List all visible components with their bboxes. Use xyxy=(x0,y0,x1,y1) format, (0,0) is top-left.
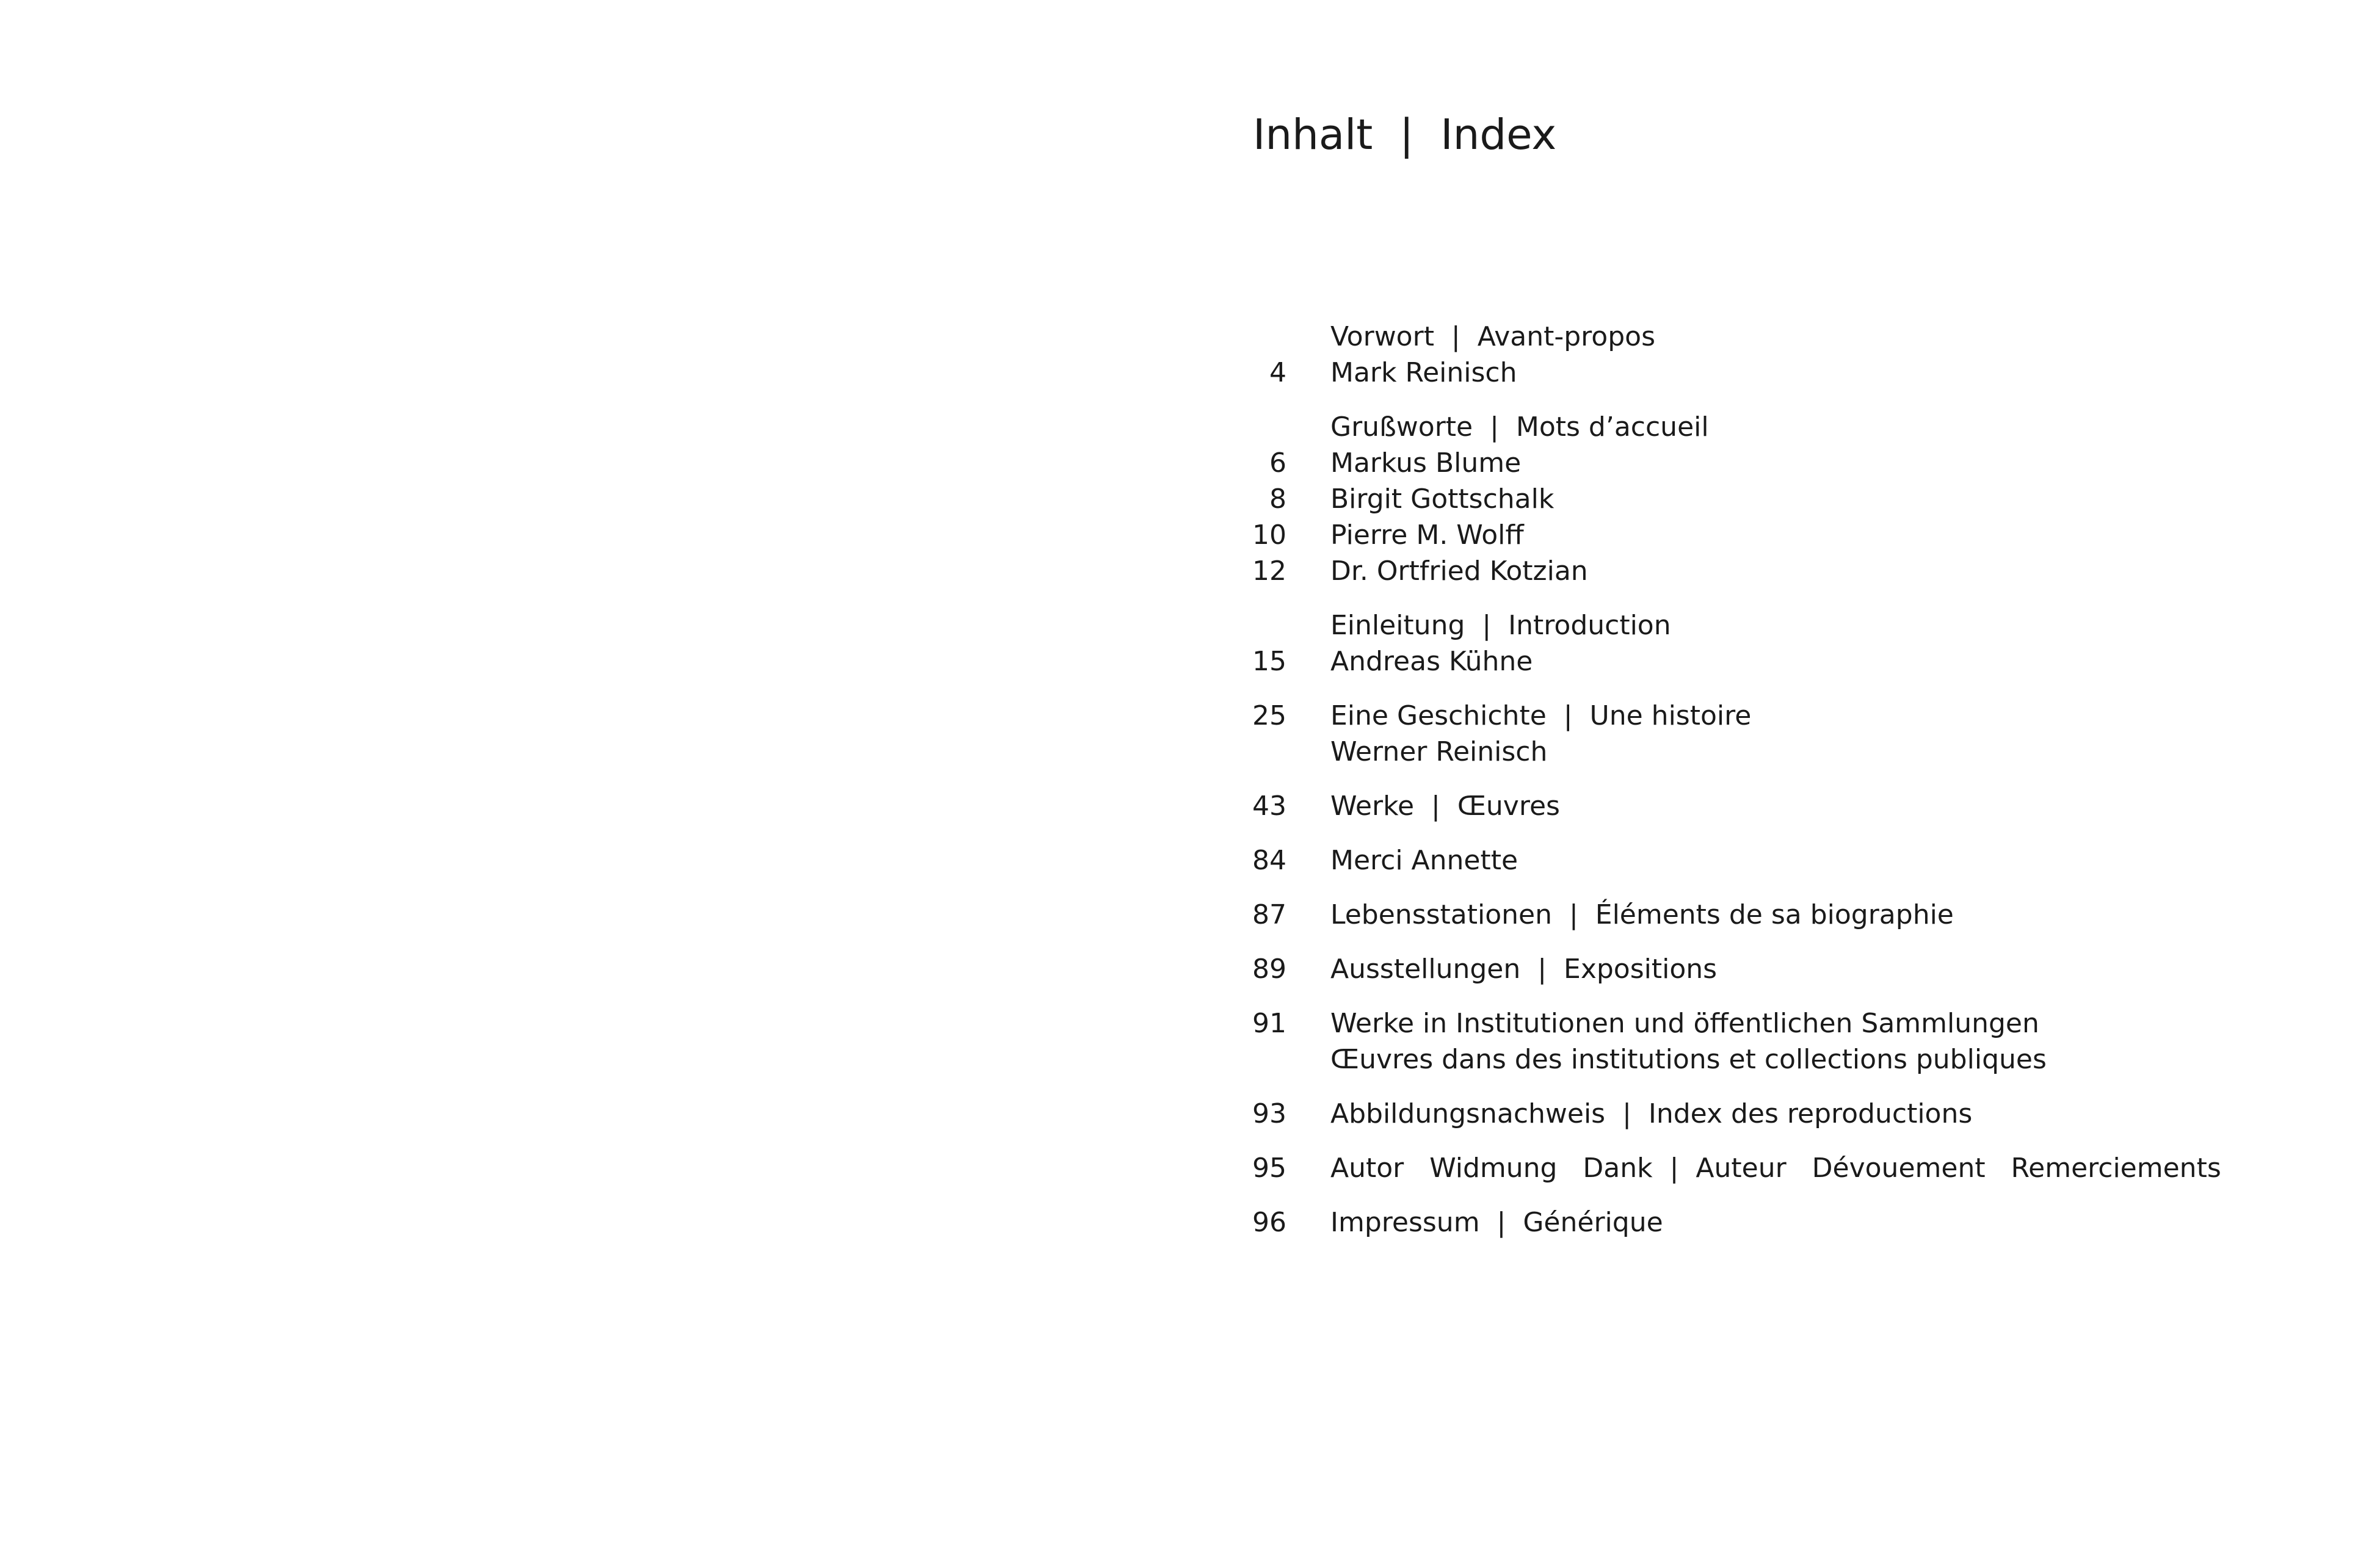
toc-entry-text: Ausstellungen | Expositions xyxy=(1330,954,1718,985)
toc-page-number: 43 xyxy=(1252,791,1286,822)
toc-section xyxy=(1221,951,2351,987)
toc-entry-text: Lebensstationen | Éléments de sa biographie xyxy=(1330,899,1954,930)
toc-section xyxy=(1221,319,2351,391)
toc-entry xyxy=(1221,734,2351,770)
toc-section xyxy=(1221,1150,2351,1186)
toc-page-number: 15 xyxy=(1252,646,1286,677)
toc-section xyxy=(1221,607,2351,679)
toc-entry-text: Einleitung | Introduction xyxy=(1330,610,1671,641)
toc-entry-text: Dr. Ortfried Kotzian xyxy=(1330,556,1588,587)
toc-entry-text: Eine Geschichte | Une histoire xyxy=(1330,700,1752,731)
toc-page-number: 87 xyxy=(1252,899,1286,930)
toc-entry-text: Autor Widmung Dank | Auteur Dévouement Remerciements xyxy=(1330,1153,2221,1184)
toc-entry-text: Werke | Œuvres xyxy=(1330,791,1560,822)
table-of-contents xyxy=(1221,319,2351,1259)
toc-entry-text: Vorwort | Avant-propos xyxy=(1330,321,1655,352)
toc-section xyxy=(1221,842,2351,878)
toc-page-number: 6 xyxy=(1269,447,1286,479)
page-title: Inhalt | Index xyxy=(1253,110,1557,159)
toc-page-number: 89 xyxy=(1252,954,1286,985)
toc-section xyxy=(1221,1005,2351,1077)
toc-entry xyxy=(1221,643,2351,679)
toc-entry-text: Abbildungsnachweis | Index des reproductions xyxy=(1330,1098,1973,1129)
toc-entry-text: Werner Reinisch xyxy=(1330,736,1548,767)
toc-entry-text: Pierre M. Wolff xyxy=(1330,520,1524,551)
toc-page-number: 96 xyxy=(1252,1207,1286,1238)
toc-entry xyxy=(1221,355,2351,391)
toc-section xyxy=(1221,1096,2351,1132)
toc-entry xyxy=(1221,698,2351,734)
toc-entry xyxy=(1221,897,2351,933)
toc-entry xyxy=(1221,1096,2351,1132)
toc-entry-text: Andreas Kühne xyxy=(1330,646,1533,677)
toc-entry xyxy=(1221,517,2351,553)
toc-entry-text: Merci Annette xyxy=(1330,845,1518,876)
toc-entry-text: Impressum | Générique xyxy=(1330,1207,1663,1238)
toc-entry xyxy=(1221,951,2351,987)
toc-page-number: 93 xyxy=(1252,1098,1286,1129)
toc-page-number: 10 xyxy=(1252,520,1286,551)
toc-entry xyxy=(1221,409,2351,445)
toc-entry-text: Grußworte | Mots d’accueil xyxy=(1330,411,1709,443)
toc-section xyxy=(1221,409,2351,589)
toc-entry-text: Œuvres dans des institutions et collections publiques xyxy=(1330,1044,2047,1075)
toc-page-number: 25 xyxy=(1252,700,1286,731)
toc-entry xyxy=(1221,1005,2351,1041)
toc-entry-text: Birgit Gottschalk xyxy=(1330,483,1555,515)
toc-section xyxy=(1221,788,2351,824)
toc-section xyxy=(1221,897,2351,933)
toc-entry xyxy=(1221,1204,2351,1240)
toc-page-number: 12 xyxy=(1252,556,1286,587)
toc-page-number: 95 xyxy=(1252,1153,1286,1184)
toc-entry-text: Markus Blume xyxy=(1330,447,1522,479)
toc-section xyxy=(1221,698,2351,770)
toc-entry xyxy=(1221,788,2351,824)
toc-entry xyxy=(1221,1150,2351,1186)
toc-entry xyxy=(1221,319,2351,355)
toc-page-number: 84 xyxy=(1252,845,1286,876)
toc-entry xyxy=(1221,607,2351,643)
toc-entry xyxy=(1221,842,2351,878)
toc-entry xyxy=(1221,1041,2351,1077)
toc-section xyxy=(1221,1204,2351,1240)
toc-entry xyxy=(1221,553,2351,589)
toc-entry-text: Werke in Institutionen und öffentlichen Sammlungen xyxy=(1330,1008,2039,1039)
toc-entry xyxy=(1221,481,2351,517)
toc-entry xyxy=(1221,445,2351,481)
toc-page-number: 91 xyxy=(1252,1008,1286,1039)
toc-page-number: 8 xyxy=(1269,483,1286,515)
toc-page-number: 4 xyxy=(1269,357,1286,388)
toc-entry-text: Mark Reinisch xyxy=(1330,357,1517,388)
